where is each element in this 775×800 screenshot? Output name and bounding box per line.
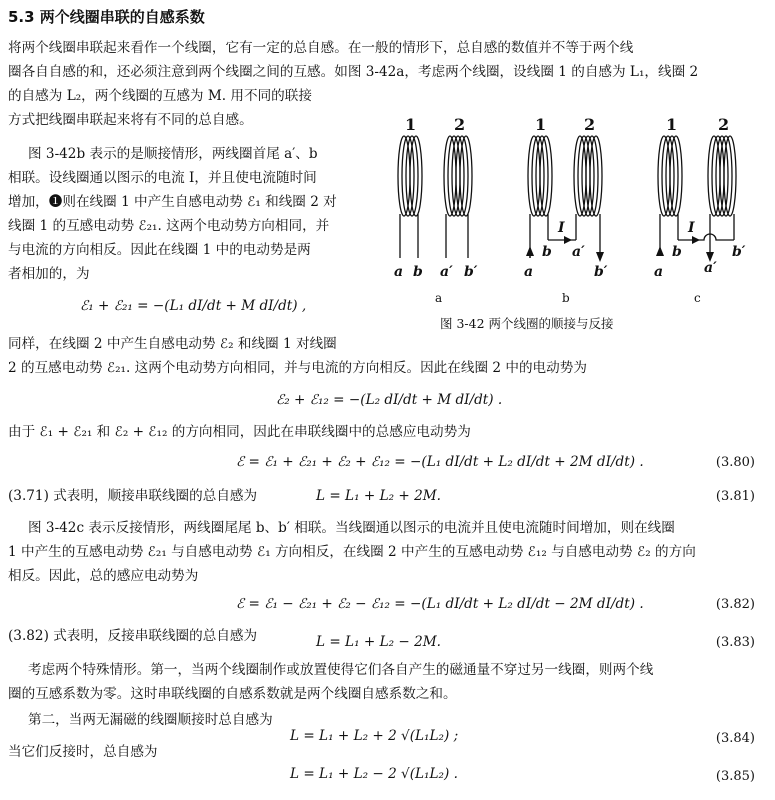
coil-number: 1 [535, 115, 547, 134]
terminal-label: b′ [732, 244, 746, 260]
terminal-label: b [672, 244, 682, 260]
coil-2-a [444, 136, 472, 258]
equation-3-80: ℰ = ℰ₁ + ℰ₂₁ + ℰ₂ + ℰ₁₂ = −(L₁ dI/dt + L₂ dI/dt + 2M dI/dt) . [236, 454, 644, 470]
equation-number: (3.85) [715, 769, 755, 784]
paragraph-line: 当它们反接时，总自感为 [8, 744, 158, 760]
terminal-label: a′ [704, 260, 717, 276]
equation-3-82: ℰ = ℰ₁ − ℰ₂₁ + ℰ₂ − ℰ₁₂ = −(L₁ dI/dt + L₂ dI/dt − 2M dI/dt) . [236, 596, 644, 612]
equation-3-83: L = L₁ + L₂ − 2M. [316, 634, 441, 650]
paragraph-line: 1 中产生的互感电动势 ℰ₂₁ 与自感电动势 ℰ₁ 方向相反，在线圈 2 中产生的互感电动势 ℰ₁₂ 与自感电动势 ℰ₂ 的方向 [8, 544, 696, 560]
panel-c [658, 136, 736, 256]
coil-1-c [658, 136, 682, 256]
terminal-label: b [413, 264, 423, 280]
paragraph-line: 同样，在线圈 2 中产生自感电动势 ℰ₂ 和线圈 1 对线圈 [8, 336, 337, 352]
paragraph-line: 圈的互感系数为零。这时串联线圈的自感系数就是两个线圈自感系数之和。 [8, 686, 457, 702]
paragraph-line: 考虑两个特殊情形。第一，当两个线圈制作或放置使得它们各自产生的磁通量不穿过另一线圈，则两个线 [28, 662, 654, 678]
paragraph-line: 方式把线圈串联起来将有不同的总自感。 [8, 112, 253, 128]
figure-3-42 [388, 106, 766, 338]
terminal-label: a [654, 264, 664, 280]
panel-a [398, 136, 472, 258]
section-title: 5.3 两个线圈串联的自感系数 [8, 8, 205, 26]
paragraph-line: 与电流的方向相反。因此在线圈 1 中的电动势是两 [8, 242, 311, 258]
terminal-label: a [524, 264, 534, 280]
coil-diagram [388, 106, 766, 338]
terminal-label: b′ [464, 264, 478, 280]
paragraph-line: 图 3-42c 表示反接情形，两线圈尾尾 b、b′ 相联。当线圈通以图示的电流并且使电流随时间增加，则在线圈 [28, 520, 675, 536]
paragraph-line: 图 3-42b 表示的是顺接情形，两线圈首尾 a′、b [28, 146, 318, 162]
terminal-label: b′ [594, 264, 608, 280]
equation-3-81: L = L₁ + L₂ + 2M. [316, 488, 441, 504]
paragraph-line: (3.71) 式表明，顺接串联线圈的总自感为 [8, 488, 258, 504]
current-label: I [688, 220, 695, 236]
terminal-label: a [394, 264, 404, 280]
paragraph-line: 增加，❶则在线圈 1 中产生自感电动势 ℰ₁ 和线圈 2 对 [8, 194, 337, 210]
paragraph-line: 的自感为 L₂，两个线圈的互感为 M. 用不同的联接 [8, 88, 312, 104]
figure-caption: 图 3-42 两个线圈的顺接与反接 [440, 316, 614, 331]
current-arrow-b-in [526, 246, 534, 256]
equation: ℰ₁ + ℰ₂₁ = −(L₁ dI/dt + M dI/dt) , [80, 298, 307, 314]
terminal-label: a′ [440, 264, 453, 280]
paragraph-line: 圈各自自感的和，还必须注意到两个线圈之间的互感。如图 3-42a，考虑两个线圈，设线圈 1 的自感为 L₁，线圈 2 [8, 64, 699, 80]
paragraph-line: 第二，当两无漏磁的线圈顺接时总自感为 [28, 712, 273, 728]
paragraph-line: 将两个线圈串联起来看作一个线圈，它有一定的总自感。在一般的情形下，总自感的数值并不等于两个线 [8, 40, 634, 56]
equation-number: (3.84) [715, 731, 755, 746]
paragraph-line: 相联。设线圈通以图示的电流 I，并且使电流随时间 [8, 170, 317, 186]
paragraph-line: 者相加的，为 [8, 266, 90, 282]
paragraph-line: 相反。因此，总的感应电动势为 [8, 568, 199, 584]
coil-2-c [708, 136, 736, 256]
current-arrow-b-out [596, 252, 604, 262]
equation-number: (3.83) [715, 635, 755, 650]
coil-number: 1 [405, 115, 417, 134]
terminal-label: b [542, 244, 552, 260]
current-arrow-c-mid [692, 236, 700, 244]
paragraph-line: 线圈 1 的互感电动势 ℰ₂₁. 这两个电动势方向相同，并 [8, 218, 330, 234]
coil-number: 2 [718, 115, 730, 134]
terminal-label: a′ [572, 244, 585, 260]
coil-2-b [574, 136, 602, 256]
paragraph-line: 由于 ℰ₁ + ℰ₂₁ 和 ℰ₂ + ℰ₁₂ 的方向相同，因此在串联线圈中的总感应电动势为 [8, 424, 471, 440]
current-arrow-c-in [656, 246, 664, 256]
coil-1-a [398, 136, 422, 258]
current-arrow-b-mid [564, 236, 572, 244]
equation: ℰ₂ + ℰ₁₂ = −(L₂ dI/dt + M dI/dt) . [276, 392, 503, 408]
coil-number: 1 [666, 115, 678, 134]
coil-number: 2 [584, 115, 596, 134]
equation-3-85: L = L₁ + L₂ − 2 √(L₁L₂) . [290, 766, 458, 782]
equation-3-84: L = L₁ + L₂ + 2 √(L₁L₂) ; [290, 728, 459, 744]
equation-number: (3.80) [715, 455, 755, 470]
subfigure-label: c [694, 291, 701, 305]
equation-number: (3.81) [715, 489, 755, 504]
coil-number: 2 [454, 115, 466, 134]
paragraph-line: 2 的互感电动势 ℰ₂₁. 这两个电动势方向相同，并与电流的方向相反。因此在线圈 2 中的电动势为 [8, 360, 587, 376]
equation-number: (3.82) [715, 597, 755, 612]
subfigure-label: b [562, 291, 570, 305]
paragraph-line: (3.82) 式表明，反接串联线圈的总自感为 [8, 628, 258, 644]
current-label: I [558, 220, 565, 236]
subfigure-label: a [435, 291, 443, 305]
